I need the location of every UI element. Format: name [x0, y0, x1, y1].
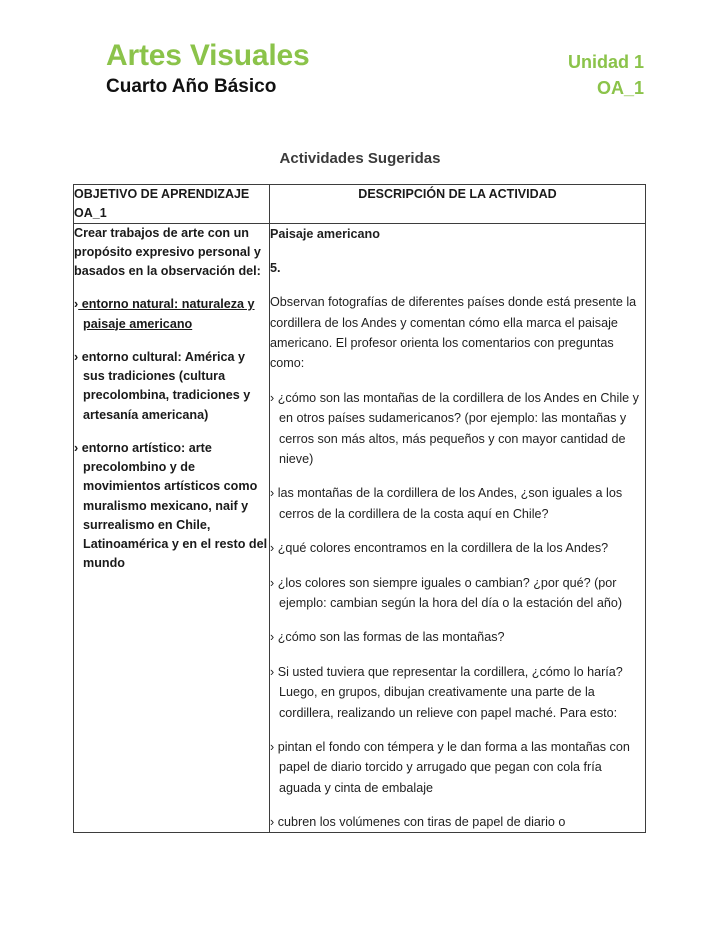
list-item-text: las montañas de la cordillera de los Andes, ¿son iguales a los cerros de la cordillera de la costa aquí en Chile?	[274, 486, 623, 521]
oa-code-label: OA_1	[596, 78, 644, 99]
list-item	[270, 388, 645, 470]
chevron-bullet-icon: ›	[270, 486, 275, 501]
list-item-text: ¿cómo son las montañas de la cordillera de los Andes en Chile y en otros países sudamericanos? (por ejemplo: las montañas y cerros son más altos, más pequeños y con mayor cantidad de nieve)	[274, 390, 639, 467]
list-item	[74, 439, 269, 574]
chevron-bullet-icon: ›	[270, 815, 275, 830]
chevron-bullet-icon: ›	[270, 390, 275, 405]
chevron-bullet-icon: ›	[74, 297, 79, 312]
document-header	[0, 0, 720, 101]
list-item	[270, 812, 645, 832]
chevron-bullet-icon: ›	[74, 440, 79, 455]
column-header-objective: OBJETIVO DE APRENDIZAJE OA_1	[74, 185, 270, 224]
unit-label: Unidad 1	[567, 52, 644, 72]
objective-items-list	[74, 295, 269, 573]
list-item	[74, 295, 269, 334]
chevron-bullet-icon: ›	[270, 739, 275, 754]
list-item-text: entorno artístico: arte precolombino y de movimientos artísticos como muralismo mexicano, naif y surrealismo en Chile, Latinoamérica y en el resto del mundo	[78, 440, 268, 571]
list-item-text: ¿qué colores encontramos en la cordillera de la los Andes?	[274, 541, 609, 556]
list-item	[270, 538, 645, 558]
column-header-description: DESCRIPCIÓN DE LA ACTIVIDAD	[270, 185, 646, 224]
list-item-text: Si usted tuviera que representar la cordillera, ¿cómo lo haría? Luego, en grupos, dibujan creativamente una parte de la cordillera, realizando un relieve con papel maché. Para esto:	[274, 664, 623, 720]
list-item	[270, 627, 645, 647]
header-right-block	[568, 40, 644, 101]
list-item-text: pintan el fondo con témpera y le dan forma a las montañas con papel de diario torcido y arrugado que pegan con cola fría aguada y cinta de embalaje	[274, 739, 630, 795]
table-header-row-group	[74, 185, 646, 224]
list-item	[74, 348, 269, 425]
list-item	[270, 662, 645, 723]
subject-title: Artes Visuales	[106, 39, 310, 72]
list-item-text: cubren los volúmenes con tiras de papel de diario o	[274, 815, 566, 830]
list-item-text: entorno cultural: América y sus tradiciones (cultura precolombina, tradiciones y artesanía americana)	[78, 349, 251, 422]
list-item	[270, 573, 645, 614]
table-header-row	[74, 185, 646, 224]
list-item	[270, 483, 645, 524]
activities-table	[73, 184, 646, 833]
chevron-bullet-icon: ›	[74, 349, 79, 364]
table-body	[74, 223, 646, 833]
objective-intro-text: Crear trabajos de arte con un propósito expresivo personal y basados en la observación del:	[74, 225, 261, 279]
objective-cell	[74, 223, 270, 833]
grade-title: Cuarto Año Básico	[106, 76, 277, 98]
section-title: Actividades Sugeridas	[279, 150, 441, 167]
chevron-bullet-icon: ›	[270, 630, 275, 645]
list-item-text: ¿los colores son siempre iguales o cambian? ¿por qué? (por ejemplo: cambian según la hora del día o la estación del año)	[274, 575, 623, 610]
list-item-text: entorno natural: naturaleza y paisaje americano	[78, 297, 255, 331]
chevron-bullet-icon: ›	[270, 575, 275, 590]
list-item-text: ¿cómo son las formas de las montañas?	[274, 630, 505, 645]
chevron-bullet-icon: ›	[270, 664, 275, 679]
chevron-bullet-icon: ›	[270, 541, 275, 556]
description-cell	[270, 223, 646, 833]
table-row	[74, 223, 646, 833]
header-left-block	[106, 40, 309, 100]
activity-items-list	[270, 388, 645, 833]
activity-intro-text: Observan fotografías de diferentes países donde está presente la cordillera de los Andes y comentan cómo ella marca el paisaje americano. El profesor orienta los comentarios con preguntas como:	[270, 295, 637, 371]
activity-number: 5.	[270, 260, 281, 275]
list-item	[270, 737, 645, 798]
activity-heading: Paisaje americano	[270, 226, 380, 241]
